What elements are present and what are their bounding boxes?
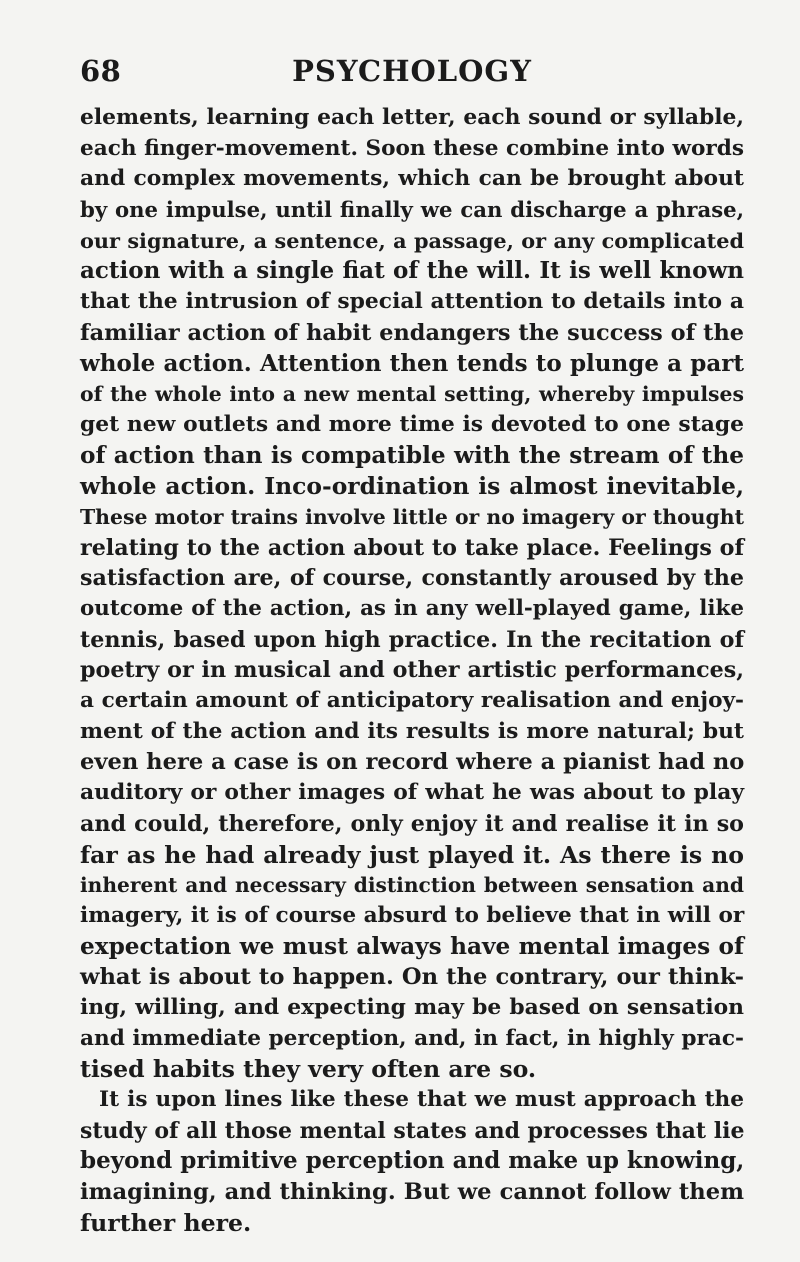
text-line: our signature, a sentence, a passage, or any complicated [80, 227, 744, 253]
page-header [80, 54, 744, 94]
text-line: and could, therefore, only enjoy it and realise it in so [80, 810, 744, 837]
text-line: These motor trains involve little or no imagery or thought [80, 504, 744, 529]
text-line: tennis, based upon high practice. In the recitation of [80, 626, 744, 653]
text-line: ing, willing, and expecting may be based on sensation [80, 994, 744, 1020]
text-line: of action than is compatible with the stream of the [80, 441, 744, 469]
page-number: 68 [80, 54, 122, 88]
running-title: PSYCHOLOGY [292, 54, 532, 88]
text-line: and complex movements, which can be brought about [80, 166, 744, 192]
text-line: poetry or in musical and other artistic performances, [80, 657, 744, 684]
text-line: outcome of the action, as in any well-played game, like [80, 596, 744, 621]
text-line: get new outlets and more time is devoted to one stage [80, 411, 744, 437]
text-line: ment of the action and its results is more natural; but [80, 718, 744, 744]
text-line: of the whole into a new mental setting, whereby impulses [80, 382, 744, 407]
text-line: and immediate perception, and, in fact, in highly prac- [80, 1025, 744, 1051]
text-line: whole action. Attention then tends to plunge a part [80, 349, 744, 377]
text-line: further here. [80, 1208, 252, 1237]
text-line: elements, learning each letter, each sound or syllable, [80, 105, 744, 130]
text-line: inherent and necessary distinction between sensation and [80, 873, 744, 898]
text-line: that the intrusion of special attention to details into a [80, 289, 744, 315]
text-line: relating to the action about to take place. Feelings of [80, 534, 744, 561]
text-line: far as he had already just played it. As there is no [80, 840, 744, 869]
text-line: each finger-movement. Soon these combine into words [80, 135, 745, 161]
text-line: by one impulse, until finally we can discharge a phrase, [80, 197, 744, 223]
text-line: beyond primitive perception and make up knowing, [80, 1147, 745, 1175]
text-line: action with a single fiat of the will. It is well known [80, 257, 744, 285]
text-line: study of all those mental states and processes that lie [80, 1117, 745, 1144]
text-line: familiar action of habit endangers the success of the [80, 319, 744, 346]
text-line: imagining, and thinking. But we cannot follow them [80, 1179, 744, 1206]
text-line: a certain amount of anticipatory realisation and enjoy- [80, 688, 744, 714]
text-line: It is upon lines like these that we must approach the [99, 1087, 744, 1112]
text-line: even here a case is on record where a pianist had no [80, 749, 745, 776]
text-line: tised habits they very often are so. [80, 1055, 537, 1084]
text-line: satisfaction are, of course, constantly aroused by the [80, 565, 744, 592]
text-line: what is about to happen. On the contrary, our think- [80, 964, 744, 991]
text-line: imagery, it is of course absurd to believe that in will or [80, 902, 745, 928]
text-line: whole action. Inco-ordination is almost inevitable, [80, 472, 744, 501]
body-text [80, 103, 744, 1238]
text-line: expectation we must always have mental images of [80, 932, 744, 960]
text-line: auditory or other images of what he was about to play [80, 780, 744, 806]
